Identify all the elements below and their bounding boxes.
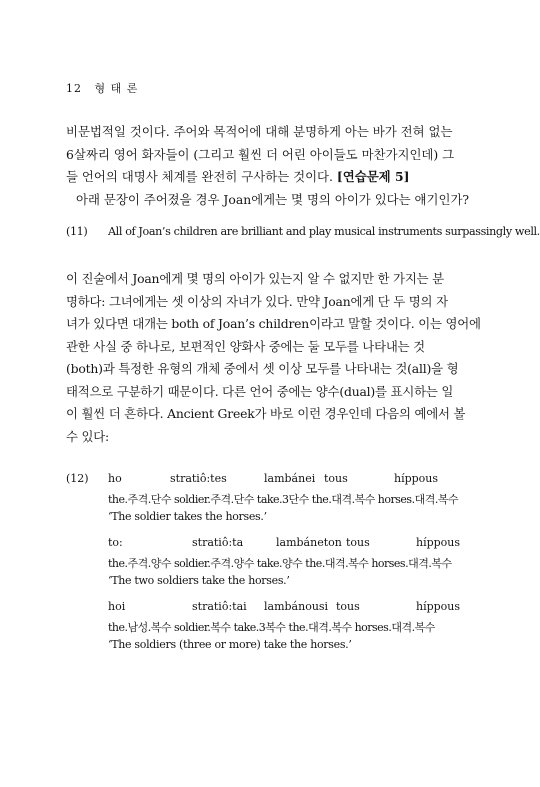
- para2-line: 이 훨씬 더 흔하다. Ancient Greek가 바로 이런 경우인데 다음의 예에서 볼: [66, 406, 466, 421]
- translation-line: ‘The soldier takes the horses.’: [108, 510, 267, 523]
- example-11-label: (11): [66, 225, 88, 238]
- greek-word: híppous: [416, 600, 461, 613]
- gloss-row: [66, 619, 446, 638]
- para2-line: 명하다: 그녀에게는 셋 이상의 자녀가 있다. 만약 Joan에게 단 두 명의 자: [66, 293, 448, 309]
- greek-word: to:: [108, 536, 123, 549]
- running-title: 형 태 론: [94, 82, 139, 95]
- greek-word: lambánousi: [264, 600, 329, 613]
- example-12b: [66, 536, 461, 593]
- translation-line: ‘The two soldiers take the horses.’: [108, 574, 290, 587]
- para2-line: 녀가 있다면 대개는 both of Joan’s children이라고 말할 것이다. 이는 영어에: [66, 316, 481, 331]
- translation-row: [66, 638, 446, 657]
- greek-word: lambáneton: [276, 536, 342, 549]
- para1-line-2: 6살짜리 영어 화자들이 (그리고 훨씬 더 어린 아이들도 마찬가지인데) 그: [66, 146, 455, 162]
- para2-line: 수 있다:: [66, 428, 110, 444]
- greek-words-row: [66, 472, 446, 491]
- example-11-sentence: All of Joan’s children are brilliant and play musical instruments surpassingly well.: [108, 225, 540, 238]
- gloss-line: the.남성.복수 soldier.복수 take.3복수 the.대격.복수 horses.대격.복수: [108, 621, 435, 634]
- greek-word: stratiô:ta: [192, 536, 244, 549]
- page-number: 12: [66, 82, 82, 95]
- greek-word: ho: [108, 472, 122, 485]
- gloss-row: [66, 491, 459, 510]
- gloss-row: [66, 555, 452, 574]
- greek-words-row: [66, 600, 461, 619]
- para1-line-4: 아래 문장이 주어졌을 경우 Joan에게는 몇 명의 아이가 있다는 얘기인가?: [76, 191, 470, 207]
- greek-words-row: [66, 536, 461, 555]
- example-11: [66, 225, 540, 238]
- greek-word: lambánei: [264, 472, 316, 485]
- example-12c: [66, 600, 461, 657]
- translation-line: ‘The soldiers (three or more) take the horses.’: [108, 638, 352, 651]
- para2-line: 관한 사실 중 하나로, 보편적인 양화사 중에는 둘 모두를 나타내는 것: [66, 338, 425, 354]
- translation-row: [66, 574, 446, 593]
- para1-line-1: 비문법적일 것이다. 주어와 목적어에 대해 분명하게 아는 바가 전혀 없는: [66, 124, 453, 139]
- greek-word: híppous: [394, 472, 439, 485]
- para2-line: 이 진술에서 Joan에게 몇 명의 아이가 있는지 알 수 없지만 한 가지는 분: [66, 271, 444, 286]
- greek-word: hoi: [108, 600, 126, 613]
- para1-line-3: [66, 166, 434, 189]
- greek-word: tous: [346, 536, 370, 549]
- paragraph-1: [66, 121, 470, 211]
- greek-word: stratiô:tai: [192, 600, 247, 613]
- greek-word: stratiô:tes: [170, 472, 227, 485]
- gloss-line: the.주격.양수 soldier.주격.양수 take.양수 the.대격.복수 horses.대격.복수: [108, 557, 452, 570]
- paragraph-2: [66, 268, 481, 448]
- example-12a: [66, 472, 459, 529]
- gloss-line: the.주격.단수 soldier.주격.단수 take.3단수 the.대격.복수 horses.대격.복수: [108, 493, 459, 506]
- exercise-reference: [연습문제 5]: [336, 169, 410, 184]
- translation-row: [66, 510, 446, 529]
- greek-word: tous: [336, 600, 360, 613]
- example-12-label: (12): [66, 472, 89, 485]
- para2-line: (both)과 특정한 유형의 개체 중에서 셋 이상 모두를 나타내는 것(all)을 형: [66, 361, 459, 376]
- running-header: [66, 80, 138, 96]
- para2-line: 태적으로 구분하기 때문이다. 다른 언어 중에는 양수(dual)를 표시하는 일: [66, 383, 454, 399]
- greek-word: híppous: [416, 536, 461, 549]
- para1-line-3-text: 들 언어의 대명사 체계를 완전히 구사하는 것이다.: [66, 169, 337, 184]
- greek-word: tous: [324, 472, 348, 485]
